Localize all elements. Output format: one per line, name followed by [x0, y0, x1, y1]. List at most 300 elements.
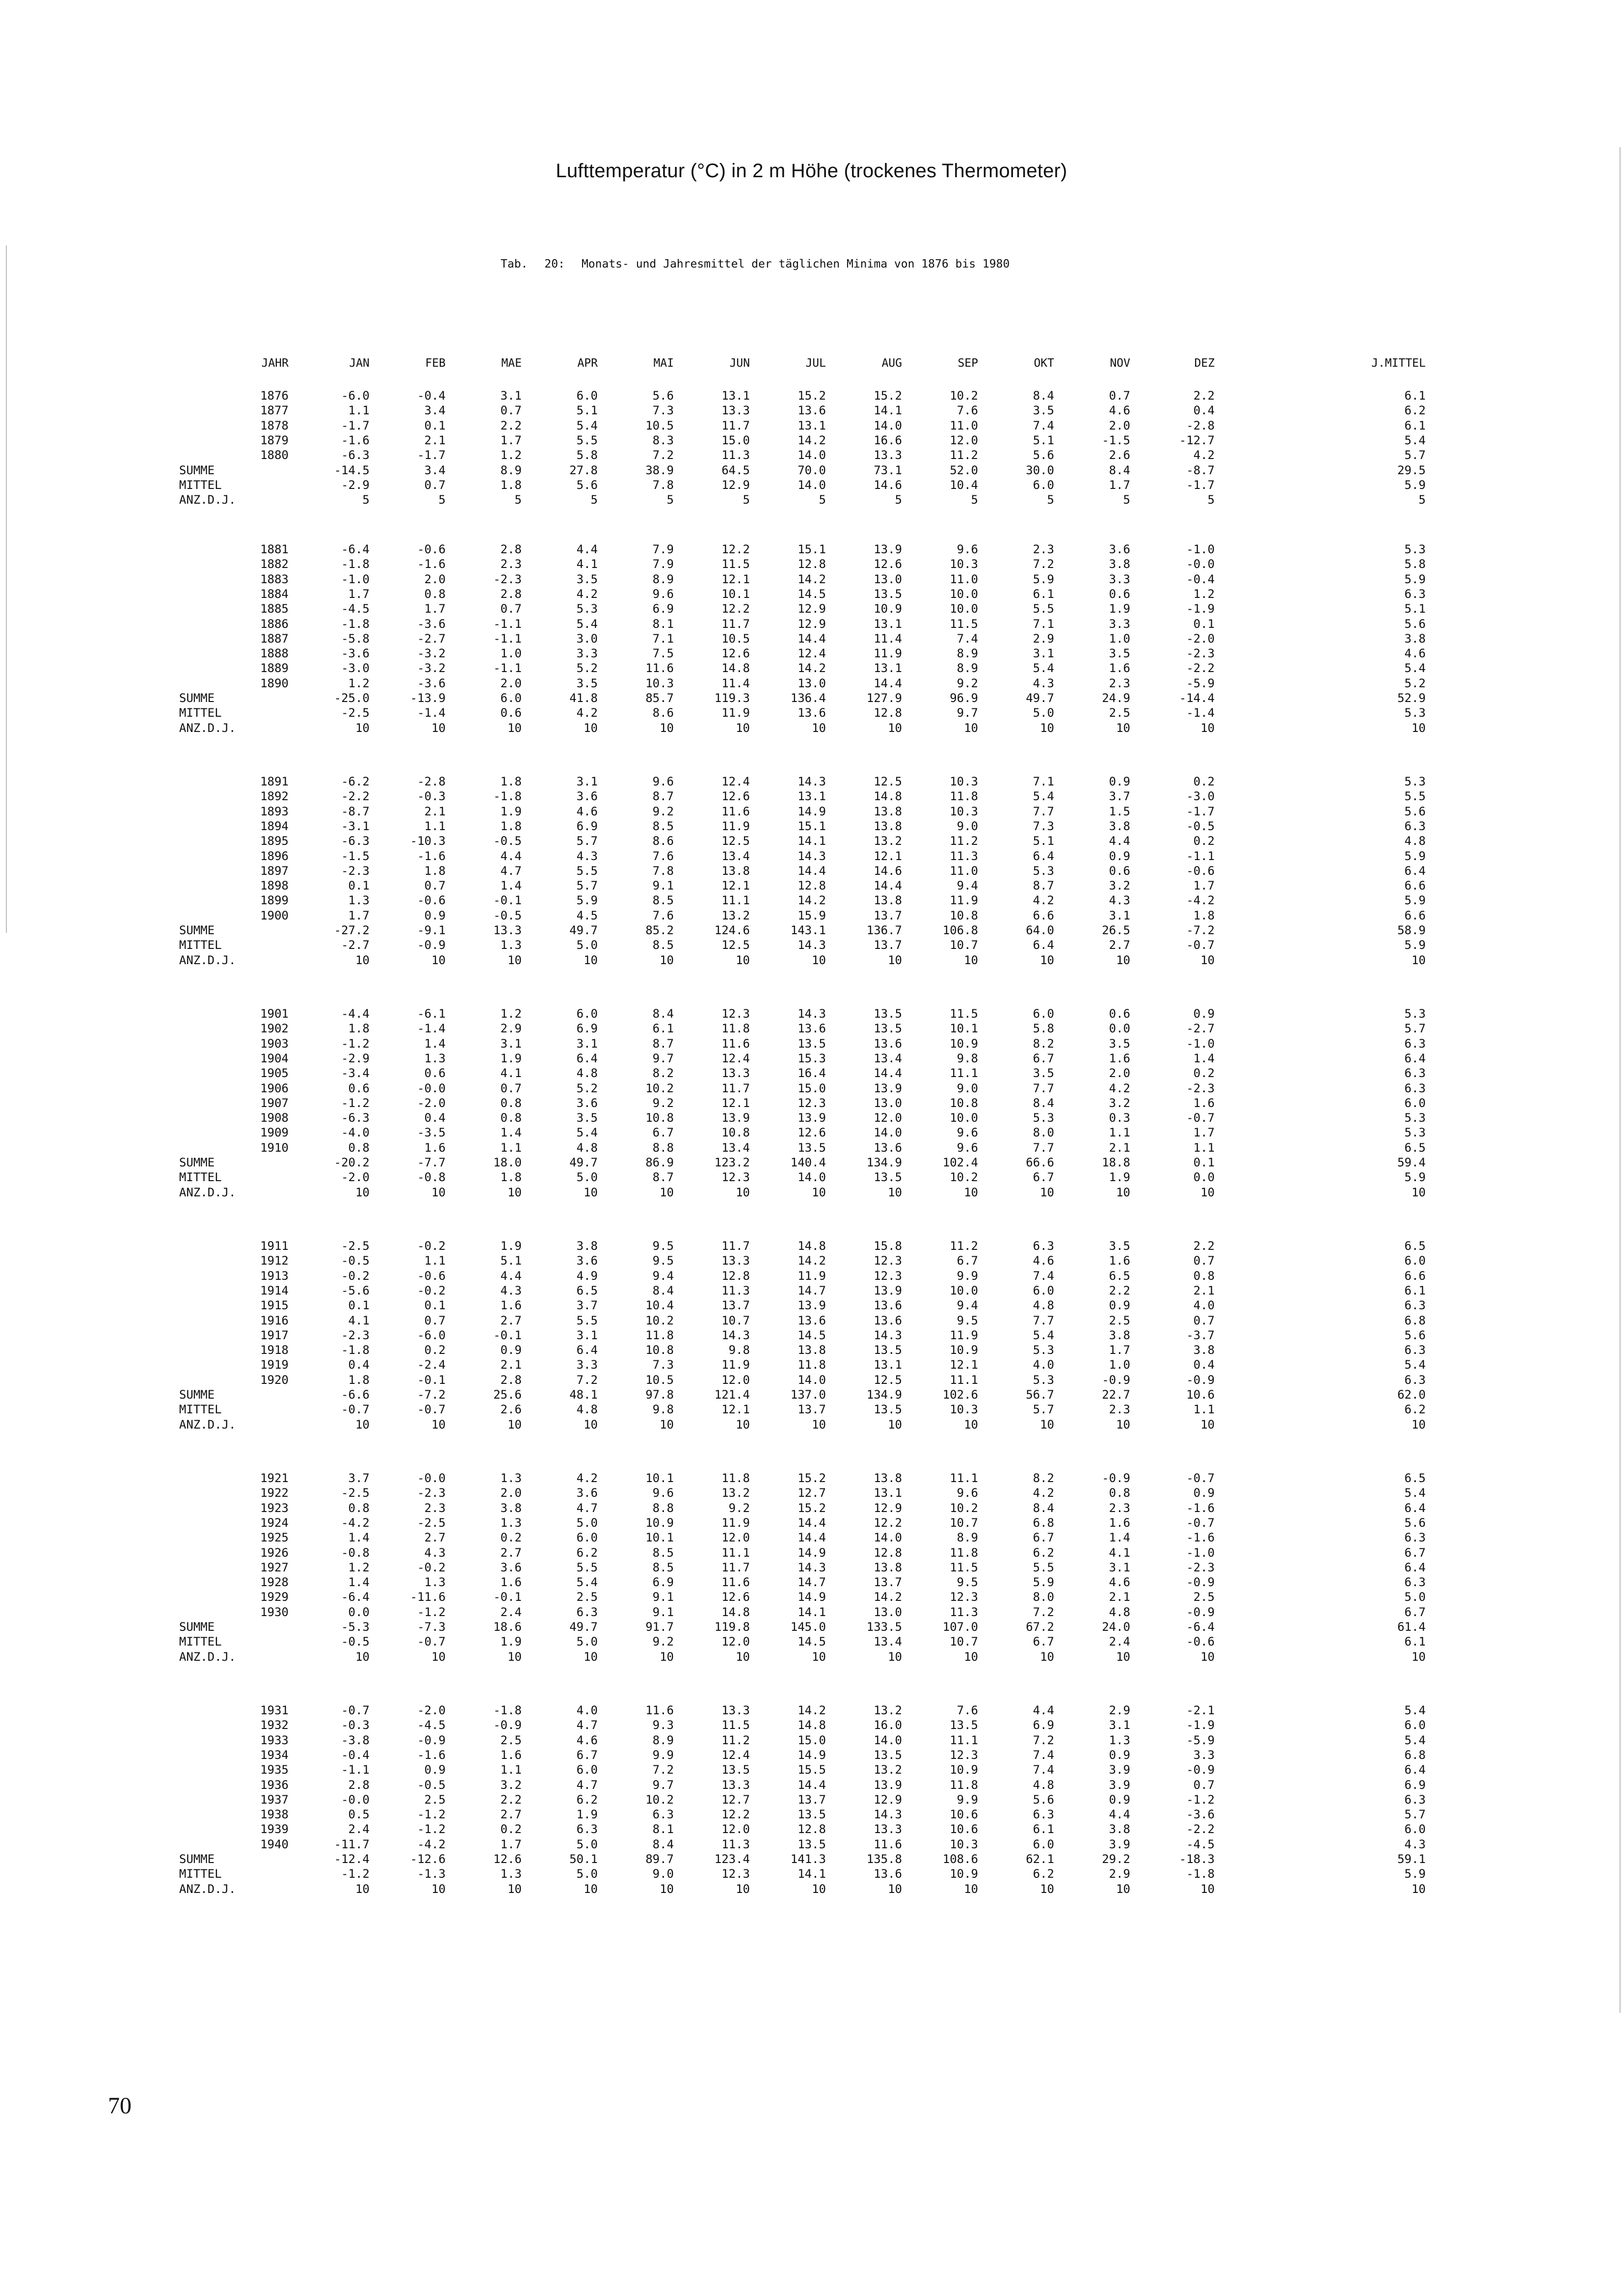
annual-mean-cell: 10	[1411, 1649, 1426, 1664]
month-cell: 85.7	[645, 691, 674, 705]
month-cell: 14.2	[798, 572, 826, 586]
month-cell: 14.4	[798, 1515, 826, 1530]
annual-mean-cell: 6.3	[1404, 1036, 1426, 1051]
month-cell: 5.3	[576, 602, 598, 616]
month-cell: 10	[888, 721, 902, 735]
month-cell: 0.8	[348, 1140, 370, 1155]
month-cell: -2.8	[1186, 418, 1215, 432]
row-label: 1927	[260, 1560, 289, 1574]
row-label: 1933	[260, 1733, 289, 1747]
month-cell: 134.9	[866, 1156, 902, 1169]
annual-mean-cell: 5.6	[1404, 1328, 1426, 1342]
month-cell: 6.7	[652, 1126, 674, 1140]
annual-mean-cell: 6.8	[1404, 1313, 1426, 1327]
month-cell: 11.8	[721, 1022, 750, 1036]
month-cell: 5	[743, 493, 750, 507]
month-cell: 8.5	[652, 938, 674, 952]
month-cell: 5.1	[1033, 433, 1054, 447]
month-cell: 13.5	[798, 1140, 826, 1155]
month-cell: 7.9	[652, 542, 674, 556]
month-cell: -0.7	[1186, 1471, 1215, 1485]
month-cell: 10.2	[950, 1501, 978, 1515]
month-cell: 11.2	[721, 1733, 750, 1747]
month-cell: -10.3	[410, 834, 446, 848]
month-cell: 5.6	[1033, 448, 1054, 462]
month-cell: 13.1	[874, 1358, 902, 1372]
month-cell: -1.0	[1186, 1036, 1215, 1051]
month-cell: 3.2	[1109, 879, 1130, 893]
row-label: 1910	[260, 1140, 289, 1155]
month-cell: 12.4	[721, 1748, 750, 1762]
month-cell: -4.0	[341, 1126, 370, 1140]
month-cell: -2.3	[1186, 647, 1215, 661]
month-cell: -7.2	[1186, 923, 1215, 937]
month-cell: 10.6	[1186, 1388, 1215, 1402]
month-cell: 9.6	[652, 1486, 674, 1500]
month-cell: 10.6	[950, 1808, 978, 1822]
annual-mean-cell: 6.2	[1404, 404, 1426, 418]
month-cell: 14.9	[798, 1748, 826, 1762]
month-cell: -2.3	[1186, 1081, 1215, 1095]
month-cell: 12.0	[721, 1822, 750, 1837]
caption-tab: Tab.	[501, 258, 528, 270]
row-label: 1920	[260, 1373, 289, 1387]
month-cell: 10.8	[645, 1111, 674, 1125]
month-cell: 12.6	[721, 647, 750, 661]
month-cell: 49.7	[569, 1156, 598, 1169]
month-cell: 4.7	[576, 1501, 598, 1515]
annual-mean-cell: 6.3	[1404, 1373, 1426, 1387]
month-cell: 12.3	[798, 1096, 826, 1110]
annual-mean-cell: 10	[1411, 721, 1426, 735]
month-cell: 10	[584, 1649, 598, 1664]
month-cell: 5	[1047, 493, 1054, 507]
month-cell: 11.3	[721, 1837, 750, 1851]
month-cell: 10	[964, 1185, 978, 1199]
month-cell: -4.5	[1186, 1837, 1215, 1851]
annual-mean-cell: 5.2	[1404, 676, 1426, 690]
month-cell: 8.7	[1033, 879, 1054, 893]
month-cell: 5.5	[576, 864, 598, 878]
annual-mean-cell: 6.4	[1404, 1763, 1426, 1777]
month-cell: 0.9	[1193, 1007, 1215, 1021]
month-cell: 4.0	[1193, 1298, 1215, 1313]
month-cell: -8.7	[341, 804, 370, 818]
month-cell: 5.7	[1033, 1403, 1054, 1417]
month-cell: 10	[431, 1185, 446, 1199]
month-cell: 11.9	[950, 1328, 978, 1342]
month-cell: 5	[666, 493, 674, 507]
month-cell: 11.1	[721, 893, 750, 908]
month-cell: 10	[888, 1185, 902, 1199]
month-cell: -0.7	[1186, 938, 1215, 952]
month-cell: 14.9	[798, 1545, 826, 1560]
month-cell: 2.1	[1109, 1590, 1130, 1604]
annual-mean-cell: 6.3	[1404, 1575, 1426, 1590]
month-cell: 4.1	[1109, 1545, 1130, 1560]
month-cell: 2.9	[1109, 1703, 1130, 1717]
month-cell: 10	[1200, 1882, 1215, 1896]
month-cell: 10	[736, 721, 750, 735]
month-cell: 1.0	[500, 647, 522, 661]
month-cell: 3.4	[424, 463, 446, 477]
annual-mean-cell: 5.9	[1404, 849, 1426, 863]
month-cell: 9.1	[652, 879, 674, 893]
month-cell: 4.8	[576, 1066, 598, 1080]
month-cell: 15.0	[798, 1733, 826, 1747]
month-cell: 7.8	[652, 478, 674, 492]
row-label: 1931	[260, 1703, 289, 1717]
month-cell: 4.7	[576, 1718, 598, 1732]
month-cell: 9.8	[728, 1343, 750, 1357]
month-cell: 0.5	[348, 1808, 370, 1822]
month-cell: 14.3	[798, 1007, 826, 1021]
month-cell: 2.8	[500, 542, 522, 556]
month-cell: -2.5	[417, 1515, 446, 1530]
month-cell: -1.4	[417, 1022, 446, 1036]
month-cell: 1.9	[1109, 1170, 1130, 1185]
month-cell: 4.6	[576, 1733, 598, 1747]
month-cell: -5.9	[1186, 1733, 1215, 1747]
month-cell: 4.4	[1109, 1808, 1130, 1822]
month-cell: -12.6	[410, 1852, 446, 1866]
annual-mean-cell: 6.3	[1404, 1531, 1426, 1545]
row-label: 1904	[260, 1051, 289, 1065]
month-cell: 13.6	[798, 706, 826, 720]
month-cell: 13.6	[874, 1313, 902, 1327]
column-header: MAE	[501, 357, 522, 370]
month-cell: 8.8	[652, 1501, 674, 1515]
month-cell: 10	[355, 1649, 370, 1664]
row-label: 1887	[260, 631, 289, 646]
month-cell: 3.7	[1109, 789, 1130, 804]
month-cell: 10	[1200, 953, 1215, 967]
month-cell: 0.4	[1193, 1358, 1215, 1372]
month-cell: 2.1	[500, 1358, 522, 1372]
row-label: 1929	[260, 1590, 289, 1604]
month-cell: 7.2	[652, 1763, 674, 1777]
month-cell: 3.6	[576, 789, 598, 804]
month-cell: -1.1	[493, 617, 522, 631]
month-cell: 10.2	[645, 1081, 674, 1095]
row-label: 1901	[260, 1007, 289, 1021]
month-cell: 13.6	[798, 1313, 826, 1327]
month-cell: -7.3	[417, 1620, 446, 1634]
row-label: 1936	[260, 1778, 289, 1792]
month-cell: 11.2	[950, 448, 978, 462]
month-cell: -1.2	[417, 1822, 446, 1837]
month-cell: 12.4	[798, 647, 826, 661]
month-cell: -0.9	[1186, 1763, 1215, 1777]
month-cell: 10	[507, 1417, 522, 1432]
month-cell: 141.3	[790, 1852, 826, 1866]
month-cell: 10.3	[950, 775, 978, 788]
month-cell: 10	[355, 1417, 370, 1432]
month-cell: 3.2	[500, 1778, 522, 1792]
month-cell: 27.8	[569, 463, 598, 477]
month-cell: 12.4	[721, 1051, 750, 1065]
month-cell: -0.7	[1186, 1111, 1215, 1125]
annual-mean-cell: 59.1	[1397, 1852, 1426, 1866]
month-cell: 5.2	[576, 1081, 598, 1095]
month-cell: 0.9	[424, 1763, 446, 1777]
month-cell: -0.0	[341, 1792, 370, 1807]
month-cell: 1.9	[500, 1239, 522, 1253]
annual-mean-cell: 4.6	[1404, 647, 1426, 661]
month-cell: 13.1	[798, 418, 826, 432]
month-cell: -6.4	[341, 1590, 370, 1604]
month-cell: 14.0	[798, 448, 826, 462]
month-cell: 12.6	[798, 1126, 826, 1140]
month-cell: 1.3	[500, 1515, 522, 1530]
month-cell: 56.7	[1026, 1388, 1054, 1402]
month-cell: 3.8	[1109, 1328, 1130, 1342]
month-cell: 12.1	[721, 1403, 750, 1417]
month-cell: 13.2	[721, 1486, 750, 1500]
month-cell: 1.3	[500, 938, 522, 952]
month-cell: 3.8	[1109, 557, 1130, 571]
month-cell: 12.1	[721, 572, 750, 586]
month-cell: -6.1	[417, 1007, 446, 1021]
month-cell: 2.7	[424, 1531, 446, 1545]
month-cell: 6.7	[1033, 1635, 1054, 1649]
row-label: 1932	[260, 1718, 289, 1732]
month-cell: 13.4	[721, 1140, 750, 1155]
month-cell: 10.3	[950, 1403, 978, 1417]
annual-mean-cell: 6.5	[1404, 1140, 1426, 1155]
month-cell: 12.0	[874, 1111, 902, 1125]
month-cell: -1.6	[1186, 1501, 1215, 1515]
month-cell: 10	[888, 1649, 902, 1664]
month-cell: 1.7	[1109, 1343, 1130, 1357]
month-cell: 10	[964, 1649, 978, 1664]
month-cell: 1.1	[424, 1254, 446, 1268]
month-cell: 1.3	[348, 893, 370, 908]
month-cell: 2.4	[500, 1605, 522, 1619]
month-cell: 3.6	[1109, 542, 1130, 556]
month-cell: -1.8	[341, 617, 370, 631]
month-cell: -0.1	[417, 1373, 446, 1387]
month-cell: 10	[736, 953, 750, 967]
month-cell: 5.1	[500, 1254, 522, 1268]
month-cell: 3.6	[576, 1096, 598, 1110]
row-label: 1928	[260, 1575, 289, 1590]
month-cell: 1.8	[348, 1022, 370, 1036]
month-cell: 13.5	[874, 1343, 902, 1357]
annual-mean-cell: 6.3	[1404, 1066, 1426, 1080]
month-cell: -2.2	[341, 789, 370, 804]
month-cell: 12.9	[721, 478, 750, 492]
month-cell: 2.0	[1109, 418, 1130, 432]
month-cell: 119.3	[714, 691, 750, 705]
annual-mean-cell: 6.0	[1404, 1254, 1426, 1268]
month-cell: 3.5	[1109, 647, 1130, 661]
month-cell: -0.0	[1186, 557, 1215, 571]
month-cell: 6.9	[576, 819, 598, 833]
month-cell: 0.0	[1193, 1170, 1215, 1185]
month-cell: 10.7	[950, 1635, 978, 1649]
month-cell: 9.1	[652, 1605, 674, 1619]
month-cell: 13.1	[874, 661, 902, 675]
column-header: JAN	[349, 357, 370, 370]
month-cell: 5	[438, 493, 446, 507]
row-label: 1940	[260, 1837, 289, 1851]
month-cell: 7.4	[957, 631, 978, 646]
month-cell: 12.2	[721, 1808, 750, 1822]
month-cell: 11.6	[874, 1837, 902, 1851]
month-cell: -1.2	[341, 1867, 370, 1881]
month-cell: 0.8	[500, 1096, 522, 1110]
month-cell: 0.2	[500, 1822, 522, 1837]
month-cell: 25.6	[493, 1388, 522, 1402]
month-cell: -0.7	[417, 1403, 446, 1417]
row-label: 1880	[260, 448, 289, 462]
month-cell: 1.4	[348, 1575, 370, 1590]
month-cell: -12.4	[334, 1852, 370, 1866]
month-cell: 13.6	[874, 1036, 902, 1051]
month-cell: 30.0	[1026, 463, 1054, 477]
month-cell: 13.3	[721, 1778, 750, 1792]
annual-mean-cell: 62.0	[1397, 1388, 1426, 1402]
month-cell: 14.2	[798, 433, 826, 447]
month-cell: 13.9	[874, 1778, 902, 1792]
month-cell: 4.4	[1109, 834, 1130, 848]
month-cell: 13.9	[798, 1111, 826, 1125]
month-cell: 13.0	[874, 1096, 902, 1110]
month-cell: 13.6	[798, 404, 826, 418]
month-cell: 10	[1200, 1649, 1215, 1664]
column-header: AUG	[881, 357, 902, 370]
month-cell: 2.5	[576, 1590, 598, 1604]
month-cell: 0.7	[500, 1081, 522, 1095]
month-cell: 10	[1040, 721, 1054, 735]
month-cell: 10.9	[950, 1036, 978, 1051]
month-cell: 2.1	[424, 433, 446, 447]
month-cell: -0.5	[341, 1254, 370, 1268]
month-cell: 5.7	[576, 834, 598, 848]
row-label: 1934	[260, 1748, 289, 1762]
annual-mean-cell: 6.1	[1404, 418, 1426, 432]
month-cell: 2.8	[500, 1373, 522, 1387]
month-cell: 2.2	[1193, 1239, 1215, 1253]
month-cell: -1.0	[1186, 1545, 1215, 1560]
month-cell: 12.1	[874, 849, 902, 863]
row-label: 1921	[260, 1471, 289, 1485]
month-cell: 8.4	[1033, 389, 1054, 403]
month-cell: 0.0	[1109, 1022, 1130, 1036]
annual-mean-cell: 5.4	[1404, 661, 1426, 675]
row-label: 1903	[260, 1036, 289, 1051]
month-cell: 1.0	[1109, 1358, 1130, 1372]
month-cell: 9.2	[957, 676, 978, 690]
month-cell: 13.8	[874, 1560, 902, 1574]
month-cell: 6.3	[1033, 1808, 1054, 1822]
month-cell: 2.5	[1109, 1313, 1130, 1327]
month-cell: 4.7	[576, 1778, 598, 1792]
month-cell: 14.8	[798, 1718, 826, 1732]
month-cell: 5.9	[1033, 1575, 1054, 1590]
month-cell: 0.2	[1193, 1066, 1215, 1080]
month-cell: 7.2	[1033, 1605, 1054, 1619]
month-cell: 10	[431, 1649, 446, 1664]
month-cell: -1.8	[493, 1703, 522, 1717]
month-cell: 14.4	[798, 864, 826, 878]
month-cell: 14.4	[798, 631, 826, 646]
month-cell: 12.0	[950, 433, 978, 447]
month-cell: 12.4	[721, 775, 750, 788]
month-cell: 10.3	[950, 804, 978, 818]
month-cell: 6.4	[1033, 849, 1054, 863]
row-label: 1938	[260, 1808, 289, 1822]
month-cell: -1.9	[1186, 602, 1215, 616]
month-cell: 11.1	[950, 1373, 978, 1387]
month-cell: 14.9	[798, 804, 826, 818]
month-cell: 5.4	[576, 418, 598, 432]
month-cell: -3.6	[417, 676, 446, 690]
month-cell: 7.9	[652, 557, 674, 571]
month-cell: -3.4	[341, 1066, 370, 1080]
annual-mean-cell: 5.7	[1404, 1808, 1426, 1822]
month-cell: 8.4	[652, 1283, 674, 1297]
month-cell: 2.2	[500, 1792, 522, 1807]
month-cell: -0.2	[417, 1560, 446, 1574]
row-label: 1894	[260, 819, 289, 833]
row-label: MITTEL	[179, 1170, 222, 1185]
month-cell: 10.7	[721, 1313, 750, 1327]
month-cell: 11.6	[645, 661, 674, 675]
month-cell: -3.6	[341, 647, 370, 661]
month-cell: 1.6	[424, 1140, 446, 1155]
month-cell: 4.2	[1109, 1081, 1130, 1095]
month-cell: 13.2	[874, 1763, 902, 1777]
month-cell: 4.1	[348, 1313, 370, 1327]
month-cell: 11.1	[950, 1471, 978, 1485]
row-label: 1935	[260, 1763, 289, 1777]
month-cell: 10	[1116, 953, 1130, 967]
month-cell: 1.1	[424, 819, 446, 833]
month-cell: 11.3	[721, 448, 750, 462]
month-cell: 7.7	[1033, 804, 1054, 818]
month-cell: 10.4	[645, 1298, 674, 1313]
month-cell: 0.4	[1193, 404, 1215, 418]
annual-mean-cell: 5.0	[1404, 1590, 1426, 1604]
month-cell: 6.0	[576, 1763, 598, 1777]
month-cell: 13.6	[874, 1867, 902, 1881]
month-cell: 5.5	[1033, 1560, 1054, 1574]
month-cell: -1.4	[1186, 706, 1215, 720]
month-cell: 6.7	[1033, 1051, 1054, 1065]
month-cell: 0.2	[1193, 775, 1215, 788]
month-cell: 9.7	[652, 1778, 674, 1792]
month-cell: 1.9	[500, 804, 522, 818]
month-cell: -0.0	[417, 1471, 446, 1485]
month-cell: 10.0	[950, 1283, 978, 1297]
month-cell: 14.2	[798, 1254, 826, 1268]
month-cell: 3.9	[1109, 1778, 1130, 1792]
month-cell: 5.2	[576, 661, 598, 675]
month-cell: 7.1	[1033, 617, 1054, 631]
month-cell: 6.7	[1033, 1170, 1054, 1185]
month-cell: 13.3	[721, 1254, 750, 1268]
month-cell: 8.4	[652, 1837, 674, 1851]
month-cell: 7.2	[1033, 1733, 1054, 1747]
month-cell: 0.6	[1109, 864, 1130, 878]
annual-mean-cell: 5.4	[1404, 433, 1426, 447]
annual-mean-cell: 10	[1411, 1882, 1426, 1896]
table-caption	[501, 258, 1026, 270]
month-cell: 11.9	[721, 1515, 750, 1530]
row-label: 1888	[260, 647, 289, 661]
